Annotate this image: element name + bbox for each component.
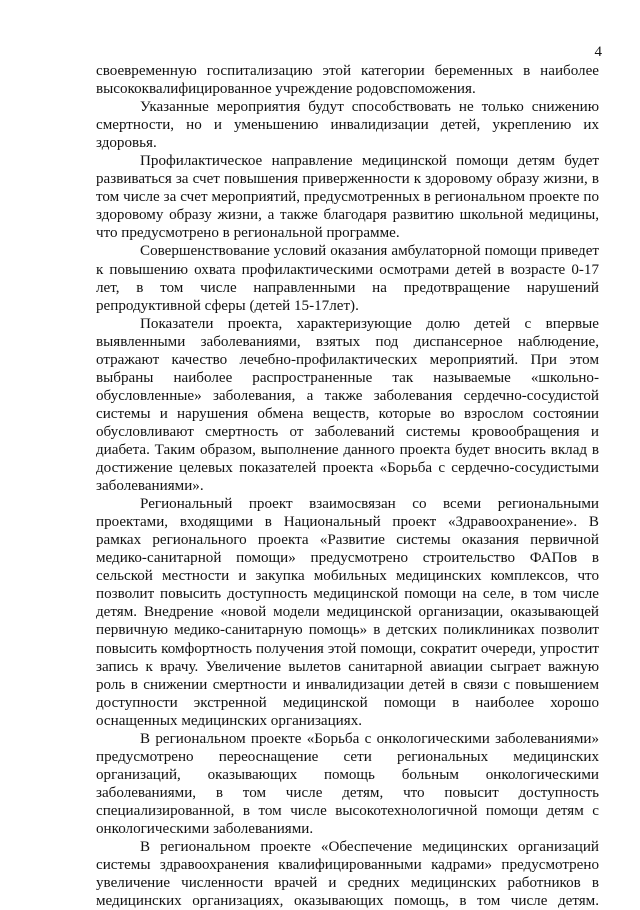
paragraph-oncology: В региональном проекте «Борьба с онкологическими заболеваниями» предусмотрено переоснащение сети региональных медицинских организаций, оказывающих помощь больным онкологическими заболеваниями, в том числе детям, что повысит доступность специализированной, в том числе высокотехнологичной помощи детям с онкологическими заболеваниями. xyxy=(96,730,599,837)
paragraph-outpatient: Совершенствование условий оказания амбулаторной помощи приведет к повышению охвата профилактическими осмотрами детей в возрасте 0-17 лет, в том числе направленными на предотвращение нарушений репродуктивной сферы (детей 15-17лет). xyxy=(96,243,599,314)
page-number: 4 xyxy=(594,44,602,60)
paragraph-indicators: Показатели проекта, характеризующие долю детей с впервые выявленными заболеваниями, взятых под диспансерное наблюдение, отражают качество лечебно-профилактических мероприятий. При этом выбраны наиболее распространенные так называемые «школьно-обусловленные» заболевания, а также заболевания сердечно-сосудистой системы и нарушения обмена веществ, которые во взрослом состоянии обусловливают смертность от заболеваний системы кровообращения и диабета. Таким образом, выполнение данного проекта будет вносить вклад в достижение целевых показателей проекта «Борьба с сердечно-сосудистыми заболеваниями». xyxy=(96,315,599,495)
document-body xyxy=(96,62,599,910)
paragraph-regional-project: Региональный проект взаимосвязан со всеми региональными проектами, входящими в Национальный проект «Здравоохранение». В рамках регионального проекта «Развитие системы оказания первичной медико-санитарной помощи» предусмотрено строительство ФАПов в сельской местности и закупка мобильных медицинских комплексов, что позволит повысить доступность медицинской помощи на селе, в том числе детям. Внедрение «новой модели медицинской организации, оказывающей первичную медико-санитарную помощь» в детских поликлиниках позволит повысить комфортность получения этой помощи, сократит очереди, упростит запись к врачу. Увеличение вылетов санитарной авиации сыграет важную роль в снижении смертности и инвалидизации детей в связи с повышением доступности экстренной медицинской помощи в наиболее хорошо оснащенных медицинских организациях. xyxy=(96,496,599,729)
paragraph-hospitalization: своевременную госпитализацию этой категории беременных в наиболее высококвалифицированное учреждение родовспоможения. xyxy=(96,63,599,98)
paragraph-personnel: В региональном проекте «Обеспечение медицинских организаций системы здравоохранения квалифицированными кадрами» предусмотрено увеличение численности врачей и средних медицинских работников в медицинских организациях, оказывающих помощь, в том числе детям. xyxy=(96,839,599,910)
paragraph-measures: Указанные мероприятия будут способствовать не только снижению смертности, но и уменьшению инвалидизации детей, укреплению их здоровья. xyxy=(96,99,599,152)
paragraph-prevention: Профилактическое направление медицинской помощи детям будет развиваться за счет повышения приверженности к здоровому образу жизни, в том числе за счет мероприятий, предусмотренных в региональном проекте по здоровому образу жизни, а также благодаря развитию школьной медицины, что предусмотрено в региональной программе. xyxy=(96,153,599,242)
